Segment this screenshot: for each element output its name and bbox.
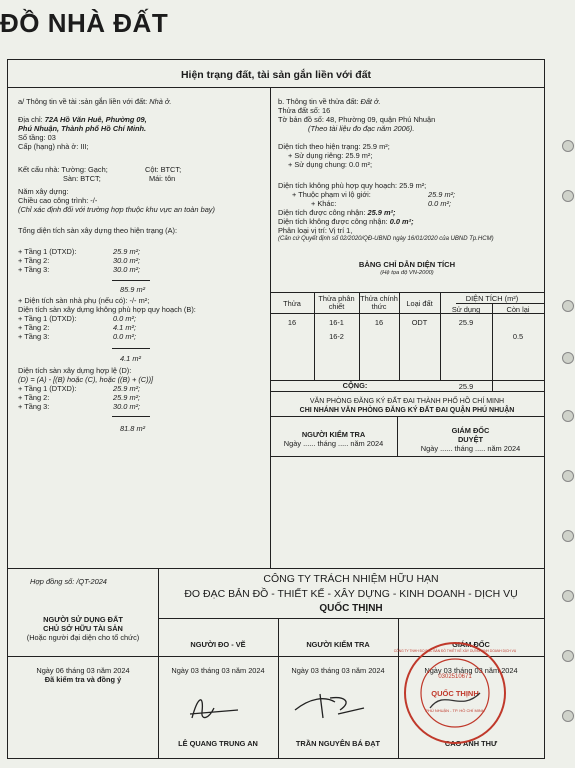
- road-label: + Thuộc phạm vi lộ giới:: [292, 190, 371, 199]
- surveyor-title: NGƯỜI ĐO - VẼ: [190, 640, 246, 649]
- height-note: (Chỉ xác định đối với trường hợp thuộc khu vực an toàn bay): [18, 205, 215, 214]
- office-director-date: Ngày ...... tháng ..... năm 2024: [420, 444, 521, 453]
- position-class: Phân loại vị trí: Vị trí 1,: [278, 226, 353, 235]
- user-date: Ngày 06 tháng 03 năm 2024: [36, 666, 130, 675]
- stamp-code: 0302510671: [438, 674, 472, 680]
- table-total-label: CỘNG:: [342, 381, 368, 390]
- cell-loai-dat: ODT: [411, 318, 428, 327]
- index-subtitle: (Hệ tọa độ VN-2000): [380, 270, 434, 276]
- company-stamp: [393, 638, 517, 748]
- valid-sum: 81.8 m²: [120, 424, 146, 433]
- total-sum: 85.9 m²: [120, 285, 146, 294]
- surveyor-name: LÊ QUANG TRUNG AN: [178, 739, 258, 748]
- binder-hole: [562, 190, 574, 202]
- nonplan-row-1-label: + Tầng 1 (DTXD):: [18, 314, 77, 323]
- stamp-place: PHÚ NHUẬN - TP. HỒ CHÍ MINH: [425, 708, 485, 713]
- house-grade: Cấp (hạng) nhà ở: III;: [18, 142, 89, 151]
- binder-hole: [562, 470, 574, 482]
- user-title3: (Hoặc người đại diện cho tổ chức): [26, 633, 140, 642]
- cell-con-lai: 0.5: [512, 332, 524, 341]
- th-loai-dat: Loại đất: [406, 299, 433, 308]
- divider: [270, 456, 544, 457]
- document-header: ĐỒ NHÀ ĐẤT: [0, 8, 169, 38]
- footer-top: [8, 568, 544, 569]
- total-row-1-value: 25.9 m²;: [113, 247, 141, 256]
- private-use: + Sử dụng riêng: 25.9 m²;: [288, 151, 373, 160]
- company-line3: QUỐC THỊNH: [319, 603, 383, 614]
- structure: Kết cấu nhà: Tường: Gạch;: [18, 165, 108, 174]
- th-con-lai: Còn lại: [506, 305, 530, 314]
- recognized-area: Diện tích được công nhận: 25.9 m²;: [278, 208, 396, 217]
- company-line2: ĐO ĐẠC BẢN ĐỒ - THIẾT KẾ - XÂY DỰNG - KINH DOANH - DỊCH VỤ: [184, 588, 518, 600]
- valid-row-3-label: + Tầng 3:: [18, 402, 50, 411]
- office-director-approve: DUYỆT: [457, 435, 484, 444]
- binder-hole: [562, 300, 574, 312]
- asset-info-label: a/ Thông tin về tài :sản gắn liền với đất: Nhà ở.: [18, 97, 172, 106]
- binder-hole: [562, 530, 574, 542]
- address-line2: Phú Nhuận, Thành phố Hồ Chí Minh.: [18, 124, 147, 133]
- nonplan-row-3-value: 0.0 m²;: [113, 332, 136, 341]
- current-area: Diện tích theo hiện trạng: 25.9 m²;: [278, 142, 390, 151]
- table-top: [270, 292, 544, 293]
- footer-inspector-date: Ngày 03 tháng 03 năm 2024: [291, 666, 385, 675]
- user-title: NGƯỜI SỬ DỤNG ĐẤT: [43, 615, 123, 624]
- floors: Số tầng: 03: [18, 133, 56, 142]
- cell-phan-chiet: 16-1: [329, 318, 344, 327]
- map-sheet: Tờ bản đồ số: 48, Phường 09, quận Phú Nhuận: [278, 115, 436, 124]
- nonplan-row-3-label: + Tầng 3:: [18, 332, 50, 341]
- structure-column: Cột: BTCT;: [145, 165, 182, 174]
- parcel-number: Thửa đất số: 16: [278, 106, 331, 115]
- valid-label: Diện tích sàn xây dựng hợp lệ (D):: [18, 366, 132, 375]
- common-use: + Sử dụng chung: 0.0 m²;: [288, 160, 373, 169]
- footer-inspector-title: NGƯỜI KIỂM TRA: [306, 640, 370, 649]
- total-row-3-value: 30.0 m²;: [113, 265, 141, 274]
- address: Địa chỉ: 72A Hồ Văn Huê, Phường 09,: [18, 115, 147, 124]
- director-name: CAO ANH THƯ: [444, 739, 498, 748]
- total-row-2-label: + Tầng 2:: [18, 256, 50, 265]
- binder-hole: [562, 590, 574, 602]
- index-title: BẢNG CHỈ DẪN DIỆN TÍCH: [358, 260, 456, 269]
- surveyor-date: Ngày 03 tháng 03 năm 2024: [171, 666, 265, 675]
- office-inspector-date: Ngày ...... tháng ..... năm 2024: [283, 439, 384, 448]
- cell-thua: 16: [287, 318, 297, 327]
- nonplan-area: Diện tích không phù hợp quy hoạch: 25.9 m²;: [278, 181, 427, 190]
- divider: [8, 87, 544, 88]
- contract-number: Hợp đồng số: /QT-2024: [30, 577, 107, 586]
- user-title2: CHỦ SỞ HỮU TÀI SẢN: [43, 624, 123, 633]
- binder-hole: [562, 410, 574, 422]
- position-note: (Căn cứ Quyết định số 02/2020/QĐ-UBND ngày 16/01/2020 của UBND Tp.HCM): [278, 236, 494, 242]
- valid-row-2-value: 25.9 m²;: [113, 393, 141, 402]
- th-su-dung: Sử dụng: [451, 305, 481, 314]
- footer-director-title: GIÁM ĐỐC: [452, 640, 490, 649]
- year-built: Năm xây dựng:: [18, 187, 69, 196]
- other-label: + Khác:: [311, 199, 337, 208]
- surveyor-signature: [180, 690, 250, 725]
- nonplan-row-2-value: 4.1 m²;: [113, 323, 136, 332]
- nonplan-row-1-value: 0.0 m²;: [113, 314, 136, 323]
- sum-line: [112, 280, 150, 281]
- office-inspector-title: NGƯỜI KIỂM TRA: [301, 430, 366, 439]
- office-director-title: GIÁM ĐỐC: [451, 426, 490, 435]
- valid-formula: (D) = (A) - [(B) hoặc (C), hoặc ((B) + (C))]: [18, 375, 154, 384]
- cell-phan-chiet: 16-2: [329, 332, 344, 341]
- inspector-name: TRẦN NGUYÊN BÁ ĐẠT: [295, 739, 381, 748]
- valid-row-1-label: + Tầng 1 (DTXD):: [18, 384, 77, 393]
- th-phan-chiet: Thửa phân chiết: [318, 294, 355, 311]
- total-row-3-label: + Tầng 3:: [18, 265, 50, 274]
- stamp-center: QUỐC THỊNH: [431, 689, 479, 698]
- user-confirm: Đã kiểm tra và đồng ý: [44, 675, 122, 684]
- sum-line: [112, 348, 150, 349]
- th-chinh-thuc: Thửa chính thức: [360, 294, 398, 311]
- map-note: (Theo tài liệu đo đạc năm 2006).: [308, 124, 415, 133]
- valid-row-2-label: + Tầng 2:: [18, 393, 50, 402]
- building-height: Chiều cao công trình: -/-: [18, 196, 98, 205]
- binder-hole: [562, 352, 574, 364]
- binder-hole: [562, 650, 574, 662]
- aux-area: + Diện tích sàn nhà phụ (nếu có): -/- m²;: [18, 296, 150, 305]
- divider: [270, 416, 544, 417]
- table-col: [492, 303, 493, 391]
- table-subheader-line: [456, 303, 544, 304]
- road-value: 25.9 m²;: [428, 190, 456, 199]
- table-total-value: 25.9: [458, 382, 474, 391]
- binder-hole: [562, 140, 574, 152]
- divider: [278, 618, 279, 758]
- column-divider: [270, 87, 271, 569]
- cell-chinh-thuc: 16: [374, 318, 384, 327]
- valid-row-1-value: 25.9 m²;: [113, 384, 141, 393]
- land-info-label: b. Thông tin về thửa đất: Đất ở.: [278, 97, 381, 106]
- inspector-signature: [290, 688, 370, 723]
- company-line1: CÔNG TY TRÁCH NHIỆM HỮU HẠN: [263, 573, 439, 585]
- binder-hole: [562, 710, 574, 722]
- section-title: Hiện trạng đất, tài sản gắn liền với đất: [180, 69, 372, 81]
- nonplan-sum: 4.1 m²: [120, 354, 141, 363]
- valid-row-3-value: 30.0 m²;: [113, 402, 141, 411]
- total-row-1-label: + Tầng 1 (DTXD):: [18, 247, 77, 256]
- stamp-ring-text: CÔNG TY TNHH ĐO ĐẠC BẢN ĐỒ THIẾT KẾ XÂY DỰNG KINH DOANH DỊCH VỤ: [393, 649, 517, 653]
- footer-director-date: Ngày 03 tháng 03 năm 2024: [424, 666, 518, 675]
- cell-su-dung: 25.9: [458, 318, 474, 327]
- table-total-bottom: [270, 391, 544, 392]
- th-thua: Thửa: [283, 299, 301, 308]
- office-branch: CHI NHÁNH VĂN PHÒNG ĐĂNG KÝ ĐẤT ĐAI QUẬN PHÚ NHUẬN: [299, 407, 515, 414]
- divider: [158, 618, 544, 619]
- nonplan-label: Diện tích sàn xây dựng không phù hợp quy hoạch (B):: [18, 305, 196, 314]
- sum-line: [112, 416, 150, 417]
- total-row-2-value: 30.0 m²;: [113, 256, 141, 265]
- not-recognized-area: Diện tích không được công nhận: 0.0 m²;: [278, 217, 414, 226]
- structure-floor: Sàn: BTCT;: [63, 174, 101, 183]
- structure-roof: Mái: tôn: [149, 174, 176, 183]
- divider: [398, 618, 399, 758]
- total-area-label: Tổng diện tích sàn xây dựng theo hiện trạng (A):: [18, 226, 178, 235]
- other-value: 0.0 m²;: [428, 199, 451, 208]
- th-dien-tich: DIỆN TÍCH (m²): [465, 294, 519, 303]
- nonplan-row-2-label: + Tầng 2:: [18, 323, 50, 332]
- office-name: VĂN PHÒNG ĐĂNG KÝ ĐẤT ĐAI THÀNH PHỐ HỒ CHÍ MINH: [309, 398, 505, 405]
